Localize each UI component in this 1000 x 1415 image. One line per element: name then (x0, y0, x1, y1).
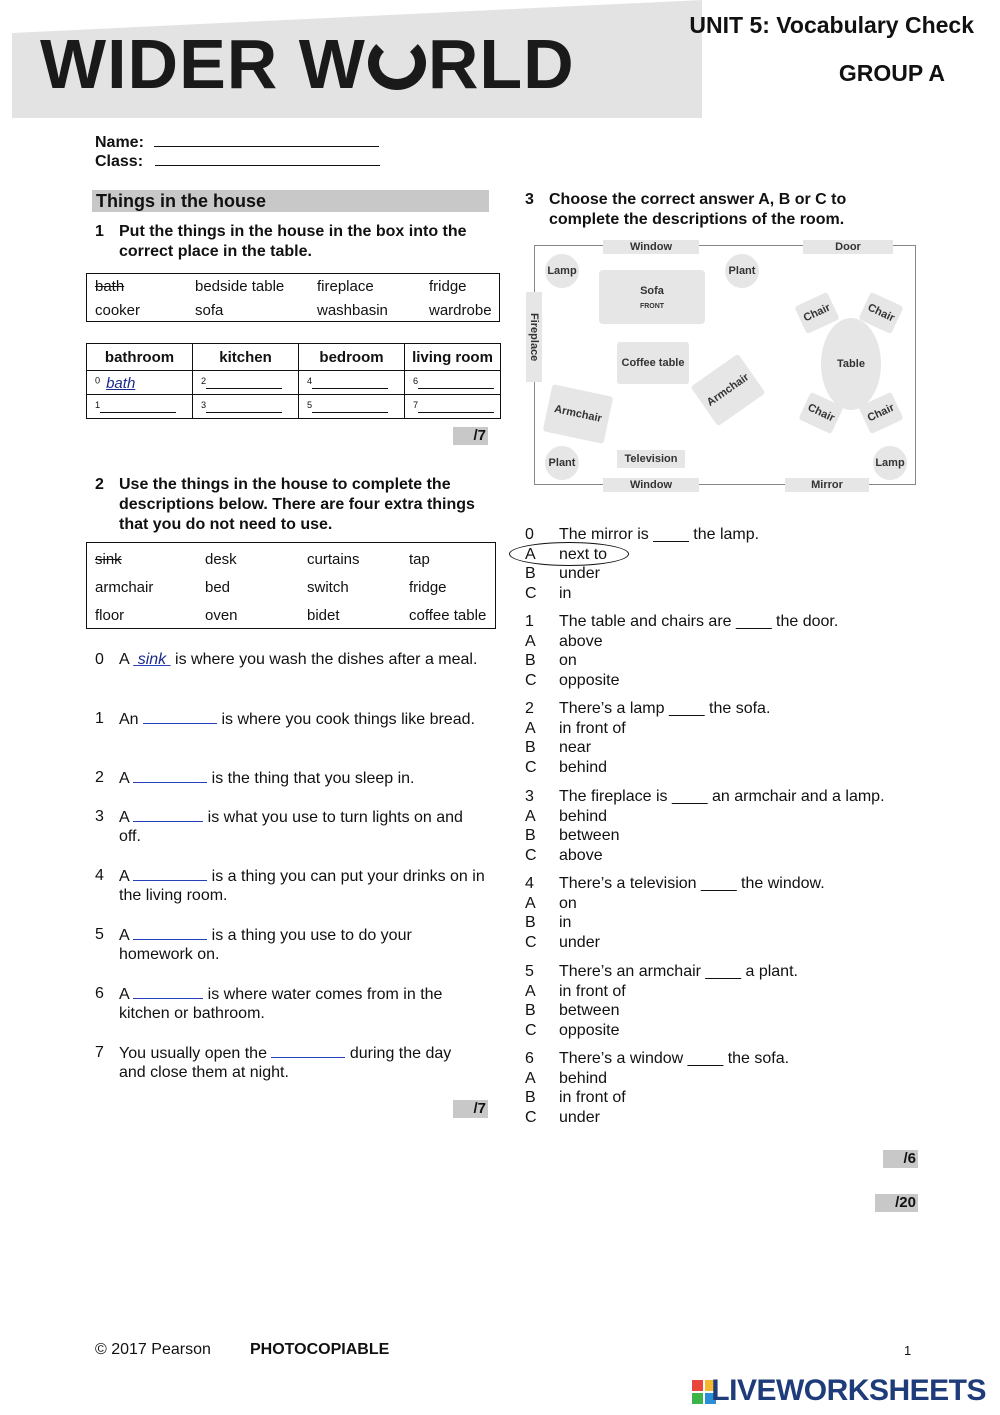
class-field[interactable]: Class: (95, 151, 380, 171)
option-A[interactable]: in front of (559, 719, 626, 737)
word-item: switch (307, 578, 349, 596)
plan-plant: Plant (725, 254, 759, 288)
total-score: /20 (875, 1194, 918, 1212)
word-item: bidet (307, 606, 340, 624)
option-C[interactable]: opposite (559, 671, 620, 689)
photocopiable-label: PHOTOCOPIABLE (250, 1341, 390, 1358)
option-B[interactable]: between (559, 827, 620, 844)
option-A[interactable]: on (559, 894, 577, 912)
plan-window-bottom: Window (603, 478, 699, 492)
option-B[interactable]: under (559, 565, 600, 582)
option-C[interactable]: behind (559, 758, 608, 776)
plan-mirror: Mirror (785, 478, 869, 492)
answer-gap[interactable] (133, 866, 207, 881)
plan-table: Table (821, 318, 881, 410)
option-A[interactable]: next to (559, 545, 608, 563)
plan-coffee-table: Coffee table (617, 342, 689, 384)
plan-television: Television (617, 450, 685, 468)
ex3-instruction: 3 Choose the correct answer A, B or C to complete the descriptions of the room. (525, 191, 847, 228)
answer-cell[interactable]: 4 (299, 371, 405, 395)
word-item: desk (205, 550, 237, 568)
ex2-sentence: 2 A is the thing that you sleep in. (95, 769, 415, 787)
ex2-word-box (86, 542, 496, 629)
word-item: bed (205, 578, 231, 596)
option-B[interactable]: in (559, 914, 572, 931)
word-item: sink (95, 550, 122, 568)
answer-cell[interactable]: 5 (299, 395, 405, 419)
ex2-instruction: 2 Use the things in the house to complete the descriptions below. There are four extra things that you do not need to use. (95, 476, 475, 533)
word-item: fridge (409, 578, 447, 596)
option-A[interactable]: behind (559, 1069, 608, 1087)
word-item: bedside table (195, 277, 285, 295)
group-label: GROUP A (838, 60, 945, 86)
word-item: armchair (95, 578, 154, 596)
word-item: tap (409, 550, 430, 568)
wider-world-logo: WIDER W RLD (40, 25, 575, 103)
ex2-sentence: 4 A is a thing you can put your drinks on in the living room. (95, 867, 485, 904)
ex3-question: 4 There’s a television ____ the window. A on B in C under (525, 875, 825, 951)
option-C[interactable]: in (559, 584, 572, 602)
plan-chair: Chair (794, 292, 839, 334)
ex2-sentence: 7 You usually open the during the day and close them at night. (95, 1044, 452, 1081)
ex1-score: /7 (453, 427, 488, 445)
option-B[interactable]: in front of (559, 1089, 626, 1106)
plan-chair: Chair (798, 392, 843, 434)
column-header: living room (405, 344, 501, 371)
column-header: kitchen (193, 344, 299, 371)
ex3-question: 2 There’s a lamp ____ the sofa. A in front of B near C behind (525, 700, 771, 776)
option-A[interactable]: above (559, 632, 603, 650)
column-header: bathroom (87, 344, 193, 371)
selected-answer-circle (509, 542, 629, 566)
word-item: fireplace (317, 277, 374, 295)
page-number: 1 (904, 1343, 912, 1358)
ex1-answer-table (86, 343, 501, 419)
option-A[interactable]: in front of (559, 982, 626, 1000)
answer-gap[interactable] (133, 807, 203, 822)
column-header: bedroom (299, 344, 405, 371)
name-field[interactable]: Name: (95, 132, 379, 152)
word-item: oven (205, 606, 238, 624)
answer-gap[interactable] (143, 709, 217, 724)
answer-gap[interactable] (133, 925, 207, 940)
ex3-score: /6 (883, 1150, 918, 1168)
word-item: floor (95, 606, 125, 624)
option-C[interactable]: above (559, 846, 603, 864)
plan-lamp: Lamp (873, 446, 907, 480)
example-answer: bath (106, 375, 136, 392)
ex2-sentence: 3 A is what you use to turn lights on and off. (95, 808, 463, 845)
answer-gap[interactable] (133, 984, 203, 999)
answer-cell[interactable]: 2 (193, 371, 299, 395)
plan-plant: Plant (545, 446, 579, 480)
answer-cell[interactable]: 3 (193, 395, 299, 419)
example-answer: sink (137, 651, 167, 668)
plan-chair: Chair (858, 292, 903, 334)
word-item: washbasin (317, 301, 388, 319)
plan-lamp: Lamp (545, 254, 579, 288)
plan-armchair: Armchair (543, 384, 614, 444)
word-item: fridge (429, 277, 467, 295)
ex1-instruction: 1 Put the things in the house in the box into the correct place in the table. (95, 223, 467, 260)
word-item: cooker (95, 301, 141, 319)
word-item: bath (95, 277, 125, 295)
ex3-question: 0 The mirror is ____ the lamp. A next to B under C in (525, 525, 945, 605)
option-B[interactable]: between (559, 1002, 620, 1019)
option-C[interactable]: opposite (559, 1021, 620, 1039)
answer-cell[interactable]: 7 (405, 395, 501, 419)
answer-cell[interactable]: 1 (87, 395, 193, 419)
word-item: curtains (307, 550, 360, 568)
plan-sofa: Sofa FRONT (599, 270, 705, 324)
option-A[interactable]: behind (559, 807, 608, 825)
answer-cell[interactable]: 6 (405, 371, 501, 395)
ex2-sentence: 0 A sink is where you wash the dishes after a meal. (95, 651, 478, 668)
ex3-question: 5 There’s an armchair ____ a plant. A in front of B between C opposite (525, 963, 798, 1039)
ex3-question: 3 The fireplace is ____ an armchair and a lamp. A behind B between C above (525, 788, 885, 864)
answer-gap[interactable] (133, 768, 207, 783)
answer-gap[interactable] (271, 1043, 345, 1058)
plan-armchair: Armchair (690, 354, 765, 427)
option-C[interactable]: under (559, 933, 600, 951)
plan-chair: Chair (858, 392, 903, 434)
section-title: Things in the house (92, 190, 489, 212)
option-C[interactable]: under (559, 1108, 600, 1126)
ex2-score: /7 (453, 1100, 488, 1118)
unit-title: UNIT 5: Vocabulary Check (689, 12, 974, 38)
option-B[interactable]: on (559, 652, 577, 669)
ex3-question: 1 The table and chairs are ____ the door. A above B on C opposite (525, 613, 839, 689)
word-item: wardrobe (429, 301, 492, 319)
plan-fireplace: Fireplace (526, 292, 542, 382)
option-B[interactable]: near (559, 739, 592, 756)
plan-door: Door (803, 240, 893, 254)
liveworksheets-brand[interactable]: LIVEWORKSHEETS (711, 1374, 986, 1407)
ex3-question: 6 There’s a window ____ the sofa. A behind B in front of C under (525, 1050, 790, 1126)
answer-cell[interactable]: $^0$ bath (87, 371, 193, 395)
plan-window-top: Window (603, 240, 699, 254)
ex1-word-box (86, 273, 500, 322)
word-item: coffee table (409, 606, 487, 624)
ex2-sentence: 6 A is where water comes from in the kitchen or bathroom. (95, 985, 443, 1022)
ex2-sentence: 5 A is a thing you use to do your homework on. (95, 926, 412, 963)
logo-o-ring-icon (368, 36, 426, 90)
copyright: © 2017 Pearson (95, 1341, 211, 1358)
room-plan (528, 241, 916, 491)
word-item: sofa (195, 301, 224, 319)
ex2-sentence: 1 An is where you cook things like bread. (95, 710, 475, 728)
